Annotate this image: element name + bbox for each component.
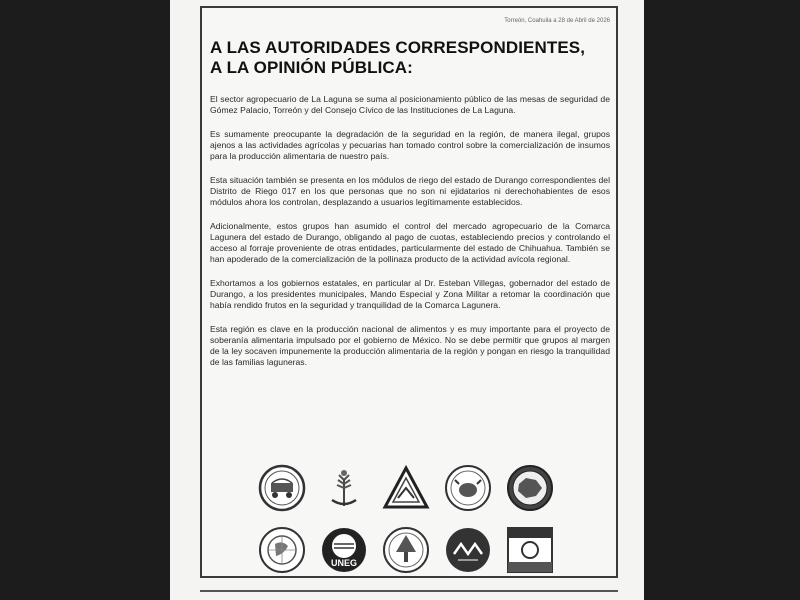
- seal-map-icon: [506, 464, 554, 512]
- seal-wheat-icon: [320, 464, 368, 512]
- paragraph: El sector agropecuario de La Laguna se suma al posicionamiento público de las mesas de seguridad de Gómez Palacio, Torreón y del Consejo Cívico de las Instituciones de La Laguna.: [210, 94, 610, 115]
- paragraph: Adicionalmente, estos grupos han asumido el control del mercado agropecuario de la Comarca Lagunera del estado de Durango, obligando al pago de cuotas, estableciendo precios y controlando el acceso al forraje proveniente de otras entidades, particularmente del estado de Chihuahua. También se han apoderado de la comercialización de la pollinaza producto de la actividad avícola regional.: [210, 221, 610, 264]
- seal-cow-icon: [444, 464, 492, 512]
- paragraph: Es sumamente preocupante la degradación de la seguridad en la región, de manera ilegal, grupos ajenos a las actividades agrícolas y pecuarias han tomado control sobre la comercialización de insumos para la producción alimentaria de nuestro país.: [210, 129, 610, 161]
- seal-wagon-icon: [258, 464, 306, 512]
- dateline: Torreón, Coahuila a 28 de Abril de 2026: [504, 18, 610, 24]
- seal-mountains-icon: [444, 526, 492, 574]
- uneg-label: UNEG: [330, 558, 358, 568]
- newspaper-page: [170, 0, 644, 600]
- paragraph: Esta situación también se presenta en los módulos de riego del estado de Durango correspondientes del Distrito de Riego 017 en los que personas que no son ni ejidatarios ni derechohabientes de esos módulos ahora los controlan, desplazando a usuarios legítimamente establecidos.: [210, 175, 610, 207]
- seal-triangle-icon: [382, 464, 430, 512]
- organization-seals: [252, 464, 562, 576]
- paragraph: Exhortamos a los gobiernos estatales, en particular al Dr. Esteban Villegas, gobernador del estado de Durango, a los presidentes municipales, Mando Especial y Zona Militar a retomar la coordinación que había rendido frutos en la seguridad y tranquilidad de la Comarca Lagunera.: [210, 278, 610, 310]
- announcement-frame: [200, 6, 618, 578]
- heading-line-2: A LA OPINIÓN PÚBLICA:: [210, 58, 413, 77]
- announcement-body: [210, 94, 610, 381]
- bottom-rule: [200, 590, 618, 592]
- heading-line-1: A LAS AUTORIDADES CORRESPONDIENTES,: [210, 38, 586, 57]
- announcement-heading: [210, 38, 610, 78]
- seal-globe-icon: [258, 526, 306, 574]
- seal-tree-icon: [382, 526, 430, 574]
- paragraph: Esta región es clave en la producción nacional de alimentos y es muy importante para el proyecto de soberanía alimentaria impulsado por el gobierno de México. No se debe permitir que grupos al margen de la ley socaven impunemente la producción alimentaria de la región y pongan en riesgo la tranquilidad de las familias laguneras.: [210, 324, 610, 367]
- seal-flag-icon: [506, 526, 554, 574]
- seal-uneg-icon: [320, 526, 368, 574]
